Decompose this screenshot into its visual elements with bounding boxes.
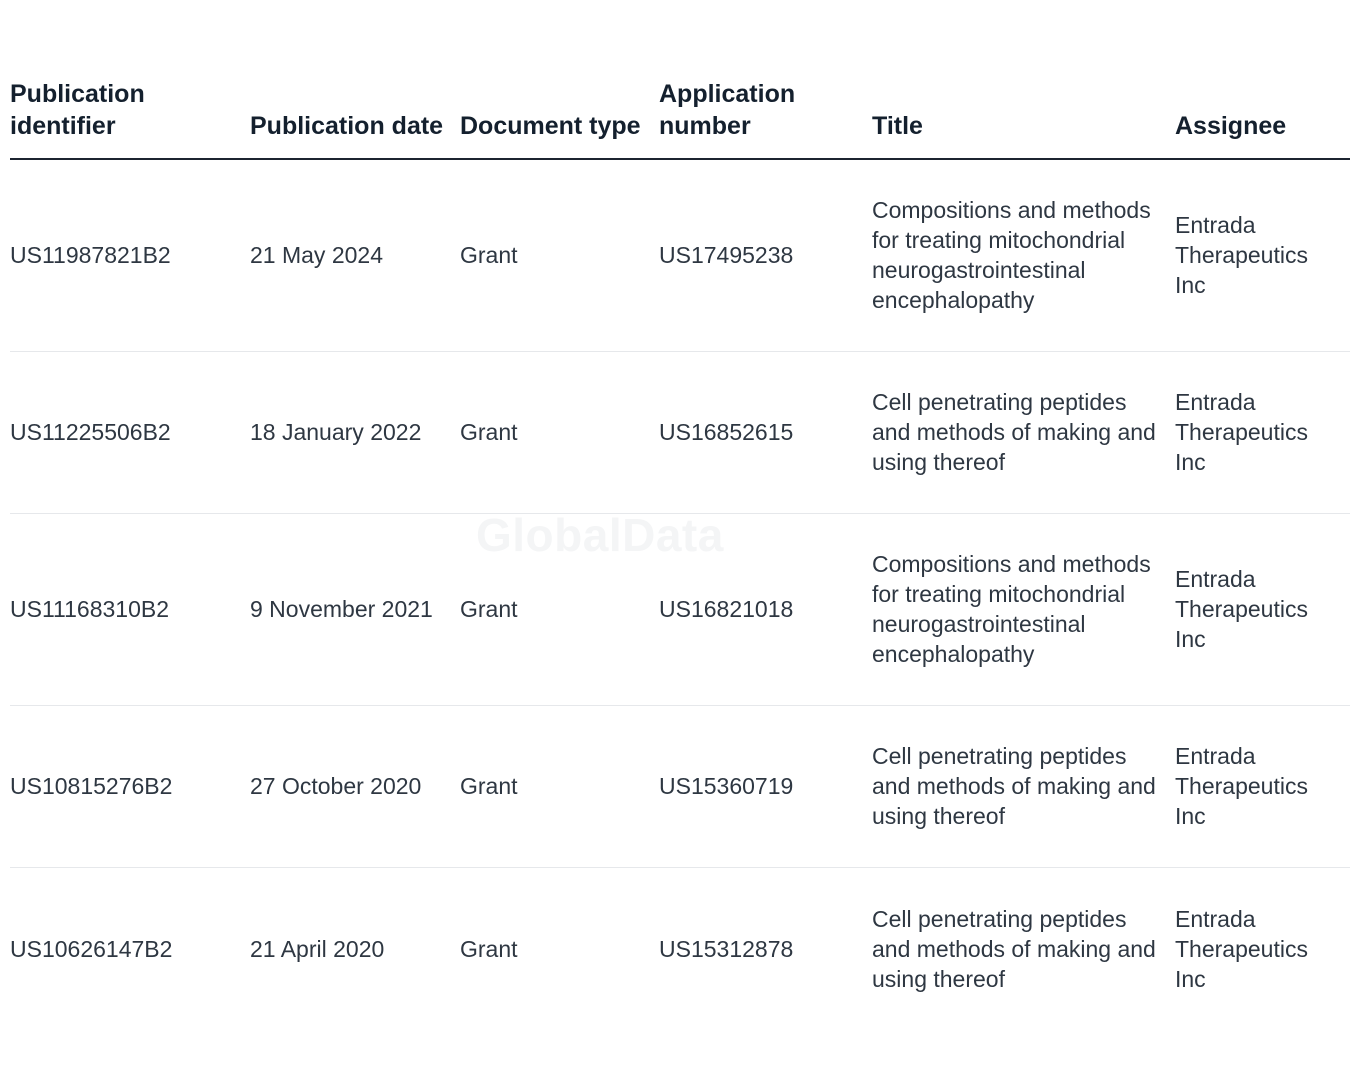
cell-publication-date: 21 April 2020 (250, 936, 385, 963)
table-row (10, 159, 1350, 351)
patents-table (10, 70, 1350, 1031)
header-application-number: Application number (659, 70, 872, 159)
cell-document-type: Grant (460, 159, 659, 351)
cell-publication-date: 9 November 2021 (250, 513, 460, 705)
table-body (10, 159, 1350, 1031)
cell-publication-date: 18 January 2022 (250, 351, 460, 513)
header-publication-identifier: Publication identifier (10, 70, 250, 159)
cell-application-number: US15360719 (659, 705, 872, 867)
header-assignee: Assignee (1175, 70, 1350, 159)
cell-publication-identifier: US11225506B2 (10, 351, 250, 513)
table-header-row (10, 70, 1350, 159)
table-row (10, 513, 1350, 705)
table-row (10, 351, 1350, 513)
cell-document-type: Grant (460, 351, 659, 513)
cell-publication-identifier: US11987821B2 (10, 159, 250, 351)
cell-title: Compositions and methods for treating mitochondrial neurogastrointestinal encephalopathy (872, 513, 1175, 705)
table-header (10, 70, 1350, 159)
cell-application-number: US17495238 (659, 159, 872, 351)
patents-table-viewport[interactable] (10, 70, 1308, 1030)
header-document-type: Document type (460, 70, 659, 159)
cell-assignee: Entrada Therapeutics Inc (1175, 351, 1350, 513)
cell-publication-identifier: US10815276B2 (10, 705, 250, 867)
cell-publication-identifier: US11168310B2 (10, 513, 250, 705)
cell-title: Cell penetrating peptides and methods of making and using thereof (872, 705, 1175, 867)
cell-assignee: Entrada Therapeutics Inc (1175, 705, 1350, 867)
cell-title: Cell penetrating peptides and methods of making and using thereof (872, 351, 1175, 513)
cell-publication-date: 21 May 2024 (250, 159, 460, 351)
cell-publication-identifier: US10626147B2 (10, 936, 173, 963)
header-publication-date: Publication date (250, 70, 460, 159)
table-row (10, 867, 1350, 1031)
header-title: Title (872, 70, 1175, 159)
cell-publication-date: 27 October 2020 (250, 705, 460, 867)
cell-title: Cell penetrating peptides and methods of making and using thereof (872, 906, 1156, 993)
cell-application-number: US16821018 (659, 513, 872, 705)
cell-assignee: Entrada Therapeutics Inc (1175, 513, 1350, 705)
cell-application-number: US15312878 (659, 936, 794, 963)
cell-document-type: Grant (460, 513, 659, 705)
cell-title: Compositions and methods for treating mitochondrial neurogastrointestinal encephalopathy (872, 159, 1175, 351)
cell-document-type: Grant (460, 705, 659, 867)
cell-document-type: Grant (460, 936, 518, 963)
watermark: GlobalData (476, 509, 724, 561)
cell-assignee: Entrada Therapeutics Inc (1175, 159, 1350, 351)
cell-assignee: Entrada Therapeutics Inc (1175, 906, 1308, 993)
cell-application-number: US16852615 (659, 351, 872, 513)
table-row (10, 705, 1350, 867)
